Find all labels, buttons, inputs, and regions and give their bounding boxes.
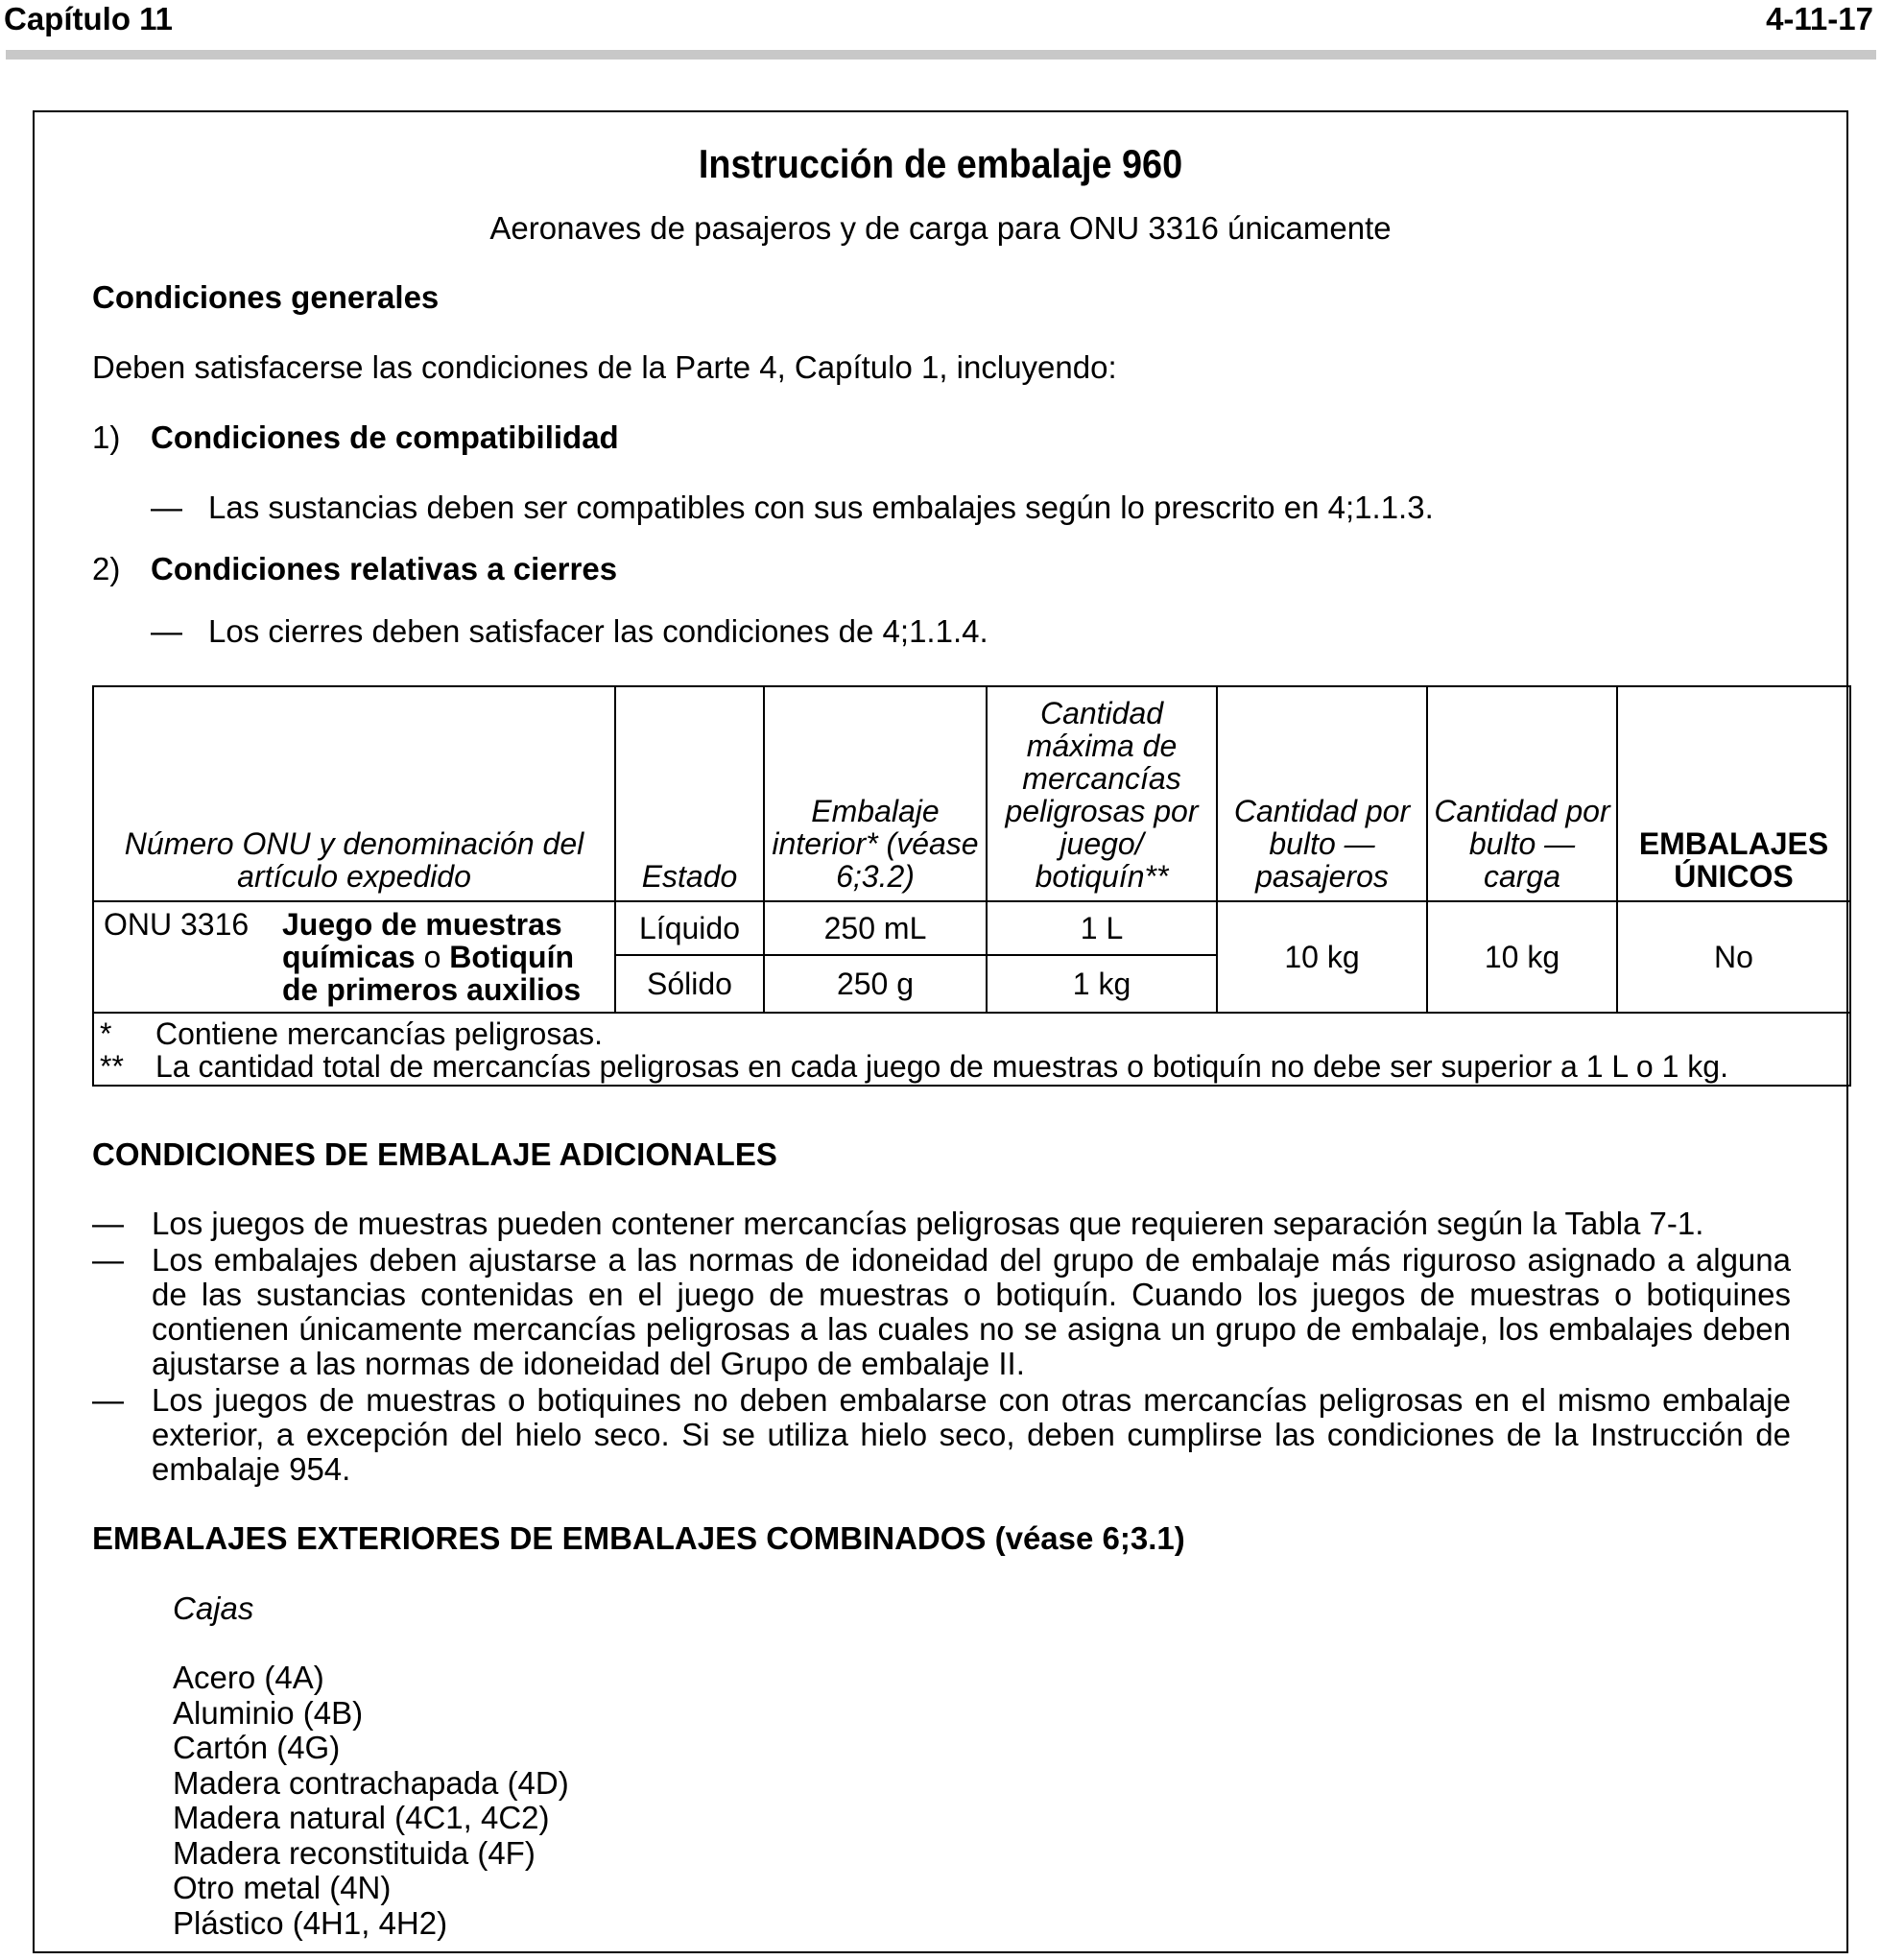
- item2-text: Los cierres deben satisfacer las condiciones de 4;1.1.4.: [208, 613, 988, 649]
- state-solid: Sólido: [615, 955, 764, 1013]
- item2-dash: —: [151, 613, 182, 649]
- list-item: [92, 1383, 1791, 1487]
- boxes-list: [173, 1661, 569, 1941]
- list-item-text: Los juegos de muestras pueden contener mercancías peligrosas que requieren separación según la Tabla 7-1.: [152, 1206, 1704, 1241]
- additional-conditions-list: [92, 1207, 1791, 1489]
- item1-dash: —: [151, 490, 182, 525]
- inner-liquid: 250 mL: [764, 901, 987, 955]
- header-un-name: Número ONU y denominación del artículo expedido: [93, 686, 615, 901]
- max-qty-solid: 1 kg: [987, 955, 1217, 1013]
- header-single-packagings: EMBALAJES ÚNICOS: [1617, 686, 1850, 901]
- header-divider: [6, 50, 1876, 60]
- un-number: ONU 3316: [104, 907, 250, 942]
- list-item-text: Los juegos de muestras o botiquines no deben embalarse con otras mercancías peligrosas en el mismo embalaje exterior, a excepción del hielo seco. Si se utiliza hielo seco, deben cumplirse las condiciones de la Instrucción de embalaje 954.: [152, 1382, 1791, 1487]
- table-header-row: [93, 686, 1850, 901]
- list-item-text: Los embalajes deben ajustarse a las normas de idoneidad del grupo de embalaje más riguroso asignado a alguna de las sustancias contenidas en el juego de muestras o botiquín. Cuando los juegos de muestras o botiquines contienen únicamente mercancías peligrosas a las cuales no se asigna un grupo de embalaje, los embalajes deben ajustarse a las normas de idoneidad del Grupo de embalaje II.: [152, 1242, 1791, 1381]
- list-item: Cartón (4G): [173, 1730, 341, 1765]
- list-item: Madera contrachapada (4D): [173, 1764, 569, 1801]
- item-name-part1: Juego de muestras químicas: [282, 907, 562, 974]
- boxes-subheading: Cajas: [173, 1590, 254, 1626]
- footnote: [100, 1050, 1844, 1083]
- list-dash: —: [92, 1382, 124, 1418]
- header-inner-packaging: Embalaje interior* (véase 6;3.2): [764, 686, 987, 901]
- qty-cargo: 10 kg: [1427, 901, 1617, 1013]
- state-liquid: Líquido: [615, 901, 764, 955]
- general-intro: Deben satisfacerse las condiciones de la Parte 4, Capítulo 1, incluyendo:: [92, 349, 1117, 385]
- table-notes: [93, 1013, 1850, 1086]
- item-cell: [93, 901, 615, 1013]
- inner-solid: 250 g: [764, 955, 987, 1013]
- item-name-part2: Botiquín de primeros auxilios: [282, 940, 582, 1007]
- item1-title: Condiciones de compatibilidad: [151, 419, 619, 455]
- header-state: Estado: [615, 686, 764, 901]
- general-heading: Condiciones generales: [92, 279, 440, 315]
- list-item: Madera natural (4C1, 4C2): [173, 1800, 550, 1835]
- list-item: Plástico (4H1, 4H2): [173, 1904, 448, 1941]
- item2-title: Condiciones relativas a cierres: [151, 551, 618, 586]
- footnote-text: Contiene mercancías peligrosas.: [155, 1016, 604, 1051]
- footnote-mark: *: [100, 1016, 112, 1051]
- footnote-text: La cantidad total de mercancías peligrosas en cada juego de muestras o botiquín no debe ser superior a 1 L o 1 kg.: [155, 1049, 1728, 1084]
- page-number: 4-11-17: [1766, 1, 1873, 36]
- list-item: Otro metal (4N): [173, 1870, 392, 1905]
- list-dash: —: [92, 1242, 124, 1278]
- footnote-mark: **: [100, 1049, 124, 1084]
- header-qty-passenger: Cantidad por bulto — pasajeros: [1217, 686, 1427, 901]
- list-item: Aluminio (4B): [173, 1694, 364, 1731]
- header-max-quantity: Cantidad máxima de mercancías peligrosas por juego/ botiquín**: [987, 686, 1217, 901]
- table-row: [93, 901, 1850, 955]
- list-dash: —: [92, 1206, 124, 1241]
- item1-number: 1): [92, 419, 121, 455]
- additional-heading: CONDICIONES DE EMBALAJE ADICIONALES: [92, 1136, 777, 1172]
- header-qty-cargo: Cantidad por bulto — carga: [1427, 686, 1617, 901]
- chapter-label: Capítulo 11: [4, 1, 174, 36]
- instruction-subtitle: Aeronaves de pasajeros y de carga para ONU 3316 únicamente: [489, 210, 1392, 246]
- outer-packagings-heading: EMBALAJES EXTERIORES DE EMBALAJES COMBINADOS (véase 6;3.1): [92, 1520, 1185, 1556]
- list-item: [92, 1243, 1791, 1381]
- instruction-title: Instrucción de embalaje 960: [698, 141, 1183, 186]
- item-name: [282, 908, 610, 1006]
- max-qty-liquid: 1 L: [987, 901, 1217, 955]
- qty-passenger: 10 kg: [1217, 901, 1427, 1013]
- item1-text: Las sustancias deben ser compatibles con sus embalajes según lo prescrito en 4;1.1.3.: [208, 490, 1434, 525]
- item-name-or: o: [415, 940, 450, 974]
- packing-table: [92, 685, 1849, 1104]
- single-packagings: No: [1617, 901, 1850, 1013]
- list-item: [92, 1207, 1791, 1241]
- footnote: [100, 1017, 1844, 1050]
- list-item: Madera reconstituida (4F): [173, 1834, 536, 1871]
- table-notes-row: [93, 1013, 1850, 1086]
- item2-number: 2): [92, 551, 121, 586]
- list-item: Acero (4A): [173, 1660, 324, 1695]
